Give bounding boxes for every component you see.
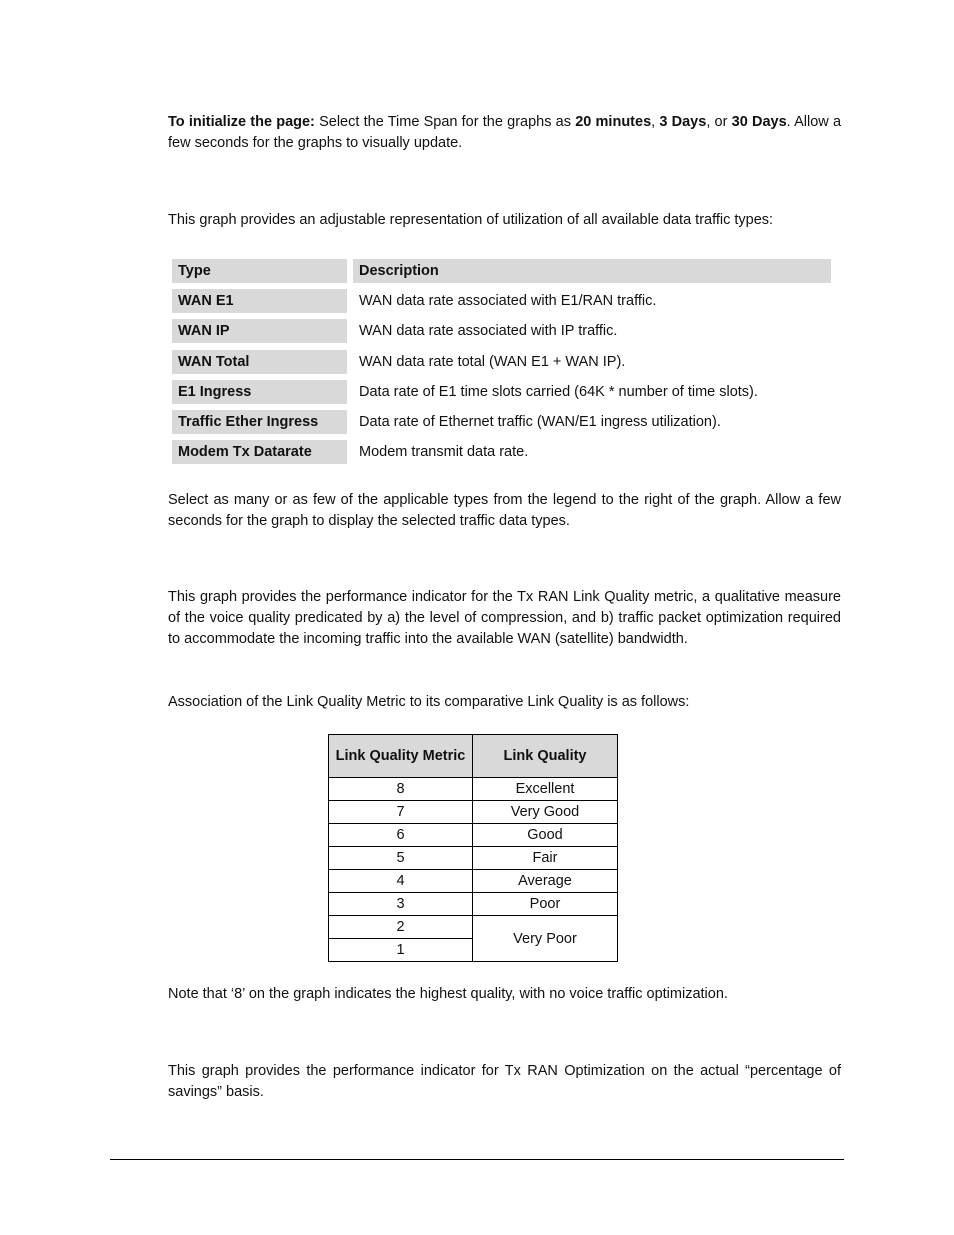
table-row [329, 824, 618, 847]
intro-paragraph [168, 112, 841, 154]
quality-cell: Fair [473, 847, 618, 870]
table-row [172, 316, 831, 346]
description-cell: Modem transmit data rate. [359, 444, 529, 461]
link-quality-table [328, 734, 618, 962]
option-20-minutes: 20 minutes [575, 114, 652, 130]
traffic-types-table [172, 256, 831, 467]
metric-cell: 6 [329, 824, 473, 847]
note-paragraph: Note that ‘8’ on the graph indicates the highest quality, with no voice traffic optimization. [168, 986, 728, 1002]
table-row [172, 347, 831, 377]
table-row [329, 778, 618, 801]
metric-cell: 5 [329, 847, 473, 870]
intro-sep: , or [706, 114, 732, 130]
table-row [329, 847, 618, 870]
table-row [329, 801, 618, 824]
quality-cell: Excellent [473, 778, 618, 801]
metric-cell: 3 [329, 893, 473, 916]
quality-cell: Very Good [473, 801, 618, 824]
table-header-row [329, 735, 618, 778]
quality-cell: Poor [473, 893, 618, 916]
header-link-quality: Link Quality [473, 735, 618, 778]
type-cell: E1 Ingress [172, 377, 347, 407]
option-30-days: 30 Days [731, 114, 787, 130]
type-cell: WAN IP [172, 316, 347, 346]
table-row [172, 407, 831, 437]
table-row [329, 916, 618, 939]
description-cell: WAN data rate associated with E1/RAN traffic. [359, 293, 657, 310]
select-paragraph: Select as many or as few of the applicable types from the legend to the right of the graph. Allow a few seconds for the graph to display the selected traffic data types. [168, 492, 841, 529]
option-3-days: 3 Days [659, 114, 707, 130]
table-row [172, 377, 831, 407]
intro-text: . Allow a few seconds for the graphs to visually update. [168, 114, 842, 151]
association-paragraph: Association of the Link Quality Metric to its comparative Link Quality is as follows: [168, 694, 690, 710]
metric-cell: 2 [329, 916, 473, 939]
table-row [172, 437, 831, 467]
table-row [329, 870, 618, 893]
link-quality-paragraph: This graph provides the performance indicator for the Tx RAN Link Quality metric, a qualitative measure of the voice quality predicated by a) the level of compression, and b) traffic packet optimization required to accommodate the incoming traffic into the available WAN (satellite) bandwidth. [168, 589, 841, 647]
header-type: Type [172, 256, 347, 286]
metric-cell: 4 [329, 870, 473, 893]
header-description: Description [353, 256, 831, 286]
type-cell: WAN E1 [172, 286, 347, 316]
table-header-row [172, 256, 831, 286]
header-link-quality-metric: Link Quality Metric [329, 735, 473, 778]
description-cell: WAN data rate associated with IP traffic. [359, 323, 618, 340]
type-cell: Traffic Ether Ingress [172, 407, 347, 437]
type-cell: Modem Tx Datarate [172, 437, 347, 467]
table-row [172, 286, 831, 316]
footer-rule [110, 1159, 844, 1160]
quality-cell: Good [473, 824, 618, 847]
intro-label: To initialize the page: [168, 114, 315, 130]
optimization-paragraph: This graph provides the performance indicator for Tx RAN Optimization on the actual “percentage of savings” basis. [168, 1063, 841, 1100]
metric-cell: 1 [329, 939, 473, 962]
quality-cell: Average [473, 870, 618, 893]
intro-text: Select the Time Span for the graphs as [314, 114, 576, 130]
metric-cell: 7 [329, 801, 473, 824]
metric-cell: 8 [329, 778, 473, 801]
quality-cell: Very Poor [473, 916, 618, 962]
description-cell: Data rate of Ethernet traffic (WAN/E1 ingress utilization). [359, 414, 721, 431]
intro-sep: , [651, 114, 660, 130]
description-cell: WAN data rate total (WAN E1 + WAN IP). [359, 353, 626, 370]
description-cell: Data rate of E1 time slots carried (64K * number of time slots). [359, 383, 758, 400]
type-cell: WAN Total [172, 347, 347, 377]
table-row [329, 893, 618, 916]
utilization-intro: This graph provides an adjustable representation of utilization of all available data traffic types: [168, 212, 774, 228]
